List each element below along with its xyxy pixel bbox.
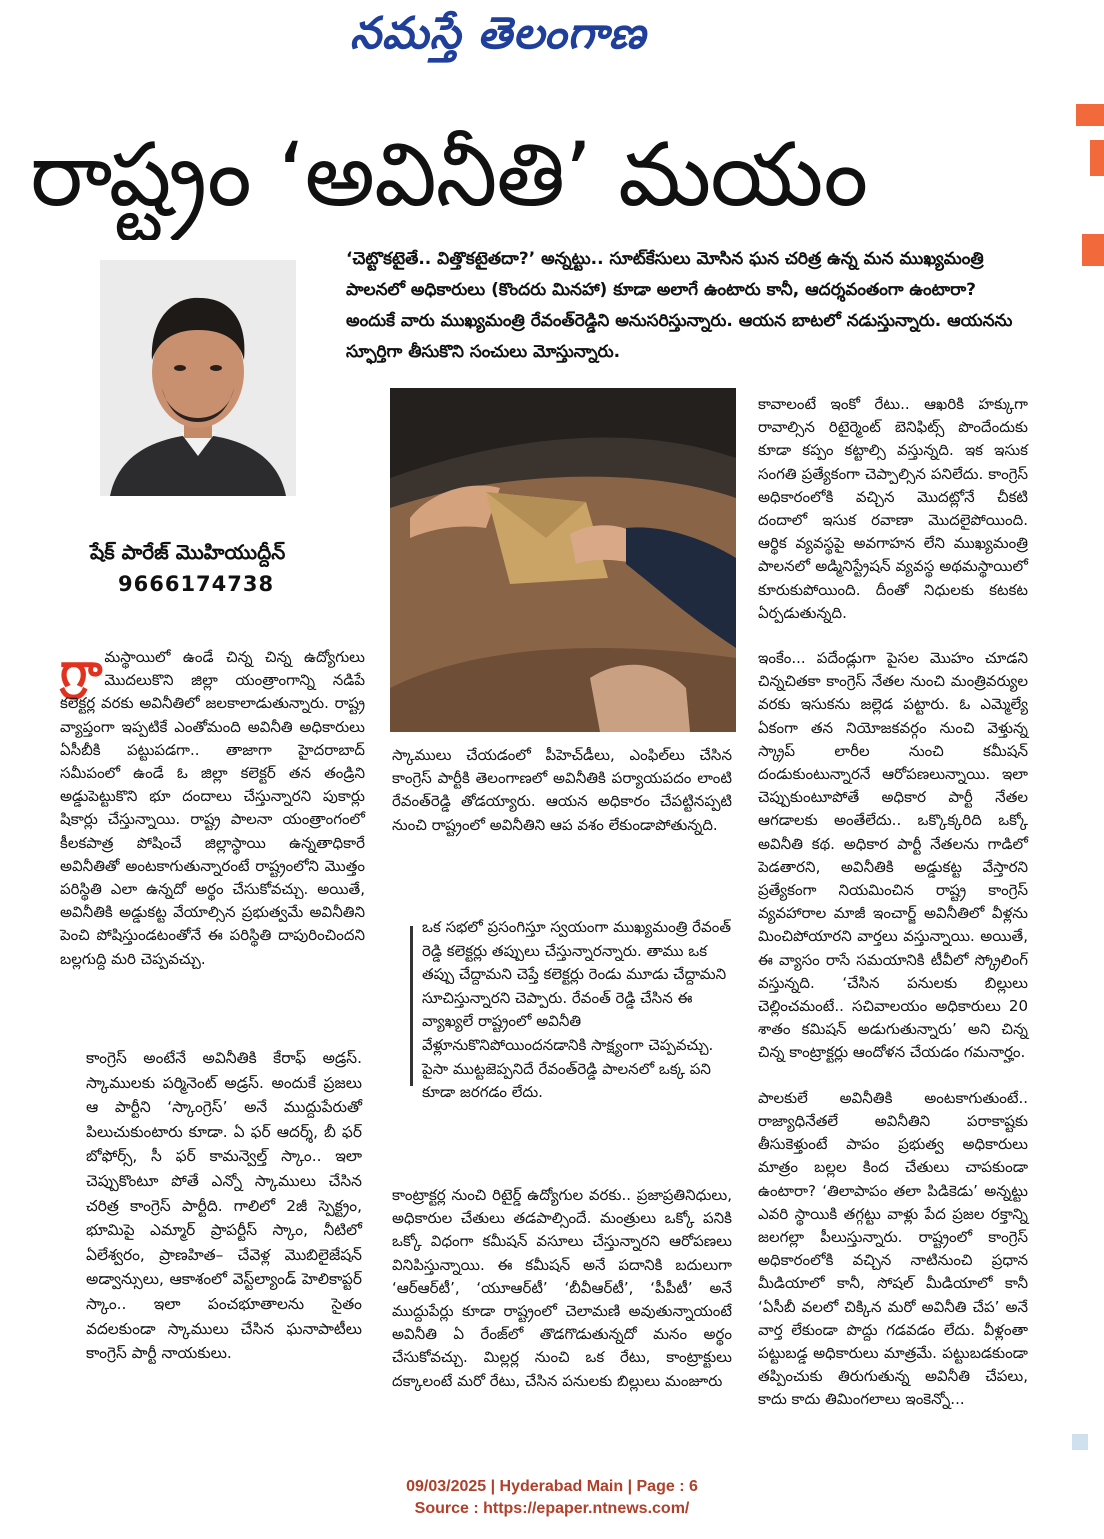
decorative-square: [1072, 1434, 1088, 1450]
masthead-logo: నమస్తే తెలంగాణ: [350, 8, 647, 59]
envelope-handover-illustration: [390, 388, 736, 732]
decorative-orange-bar: [1090, 140, 1104, 176]
article-column-2-top: [392, 744, 732, 837]
paragraph: కాంగ్రెస్ అంటేనే అవినీతికి కేరాఫ్ అడ్రస్. స్కాములకు పర్మినెంట్ అడ్రస్. అందుకే ప్రజలు ఆ పార్టీని ‘స్కాంగ్రెస్’ అనే ముద్దుపేరుతో పిలుచుకుంటారు కూడా. ఏ ఫర్ ఆదర్శ్, బీ ఫర్ బోఫోర్స్, సీ ఫర్ కామన్వెల్త్ స్కాం.. ఇలా చెప్పుకొంటూ పోతే ఎన్నో స్కాములు చేసిన చరిత్ర కాంగ్రెస్ పార్టీది. గాలిలో 2జీ స్పెక్ట్రం, భూమిపై ఎమ్మార్ ప్రాపర్టీస్ స్కాం, నీటిలో ఏలేశ్వరం, ప్రాణహిత– చేవెళ్ల మొబిలైజేషన్ అడ్వాన్సులు, ఆకాశంలో వెస్ట్‌ల్యాండ్ హెలికాప్టర్ స్కాం.. ఇలా పంచభూతాలను సైతం వదలకుండా స్కాములు చేసిన ఘనాపాటీలు కాంగ్రెస్ పార్టీ నాయకులు.: [86, 1049, 362, 1363]
author-photo: [100, 260, 296, 496]
pull-quote-rule: [410, 926, 413, 1086]
paragraph: మస్థాయిలో ఉండే చిన్న చిన్న ఉద్యోగులు మొదలుకొని జిల్లా యంత్రాంగాన్ని నడిపే కలెక్టర్ల వరకు అవినీతిలో జలకాలాడుతున్నారు. రాష్ట్ర వ్యాప్తంగా ఇప్పటికే ఎంతోమంది అవినీతి అధికారులు ఏసీబీకి పట్టుపడగా.. తాజాగా హైదరాబాద్ సమీపంలో ఉండే ఓ జిల్లా కలెక్టర్ తన తండ్రిని అడ్డుపెట్టుకొని భూ దందాలు చేస్తున్నారని పుకార్లు షికార్లు చేస్తున్నాయి. రాష్ట్ర పాలనా యంత్రాంగంలో కీలకపాత్ర పోషించే జిల్లాస్థాయి ఉన్నతాధికారే అవినీతితో అంటకాగుతున్నారంటే రాష్ట్రంలోని మొత్తం పరిస్థితి ఎలా ఉన్నదో అర్థం చేసుకోవచ్చు. అయితే, అవినీతికి అడ్డుకట్ట వేయాల్సిన ప్రభుత్వమే అవినీతిని పెంచి పోషిస్తుండటంతోనే ఈ పరిస్థితి దాపురించిందని బల్లగుద్ది మరి చెప్పవచ్చు.: [60, 648, 365, 968]
footer-date-edition: 09/03/2025 | Hyderabad Main | Page : 6: [406, 1478, 698, 1495]
footer-source-link[interactable]: Source : https://epaper.ntnews.com/: [414, 1500, 690, 1517]
bribe-envelope-photo: [390, 388, 736, 732]
article-column-3: [758, 393, 1028, 1412]
pull-quote: ఒక సభలో ప్రసంగిస్తూ స్వయంగా ముఖ్యమంత్రి రేవంత్ రెడ్డి కలెక్టర్లు తప్పులు చేస్తున్నారన్నారు. తాము ఒక తప్పు చేద్దామని చెప్తే కలెక్టర్లు రెండు మూడు చేద్దామని సూచిస్తున్నారని చెప్పారు. రేవంత్ రెడ్డి చేసిన ఈ వ్యాఖ్యలే రాష్ట్రంలో అవినీతి వేళ్లూనుకొనిపోయిందనడానికి సాక్ష్యంగా చెప్పవచ్చు. పైసా ముట్టజెప్పనిదే రేవంత్‌రెడ్డి పాలనలో ఒక్క పని కూడా జరగడం లేదు.: [422, 918, 732, 1102]
author-name: షేక్ పారేజ్ మొహియుద్దీన్: [90, 540, 286, 564]
page-footer: [0, 1476, 1104, 1520]
paragraph: కావాలంటే ఇంకో రేటు.. ఆఖరికి హక్కుగా రావాల్సిన రిటైర్మెంట్ బెనిఫిట్స్ పొందేందుకు కూడా కప్పం కట్టాల్సి వస్తున్నది. ఇక ఇసుక సంగతి ప్రత్యేకంగా చెప్పాల్సిన పనిలేదు. కాంగ్రెస్ అధికారంలోకి వచ్చిన మొదట్లోనే చీకటి దందాలో ఇసుక రవాణా మొదలైపోయింది. ఆర్థిక వ్యవస్థపై అవగాహన లేని ముఖ్యమంత్రి పాలనలో అడ్మినిస్ట్రేషన్ వ్యవస్థ అథమస్థాయిలో కూరుకుపోయింది. దీంతో నిధులకు కటకట ఏర్పడుతున్నది.: [758, 395, 1028, 622]
author-phone: 9666174738: [118, 572, 275, 596]
article-column-2-bottom: [392, 1184, 732, 1393]
article-column-1: [60, 643, 365, 971]
author-portrait-illustration: [100, 260, 296, 496]
article-intro: ‘చెట్టొకటైతే.. విత్తొకటైతదా?’ అన్నట్టు.. సూట్‌కేసులు మోసిన ఘన చరిత్ర ఉన్న మన ముఖ్యమంత్రి పాలనలో అధికారులు (కొందరు మినహా) కూడా అలాగే ఉంటారు కానీ, ఆదర్శవంతంగా ఉంటారా? అందుకే వారు ముఖ్యమంత్రి రేవంత్‌రెడ్డిని అనుసరిస్తున్నారు. ఆయన బాటలో నడుస్తున్నారు. ఆయనను స్ఫూర్తిగా తీసుకొని సంచులు మోస్తున్నారు.: [346, 249, 1013, 362]
paragraph: పాలకులే అవినీతికి అంటకాగుతుంటే.. రాజ్యాధినేతలే అవినీతిని పరాకాష్టకు తీసుకెళ్తుంటే పాపం ప్రభుత్వ అధికారులు మాత్రం బల్లల కింద చేతులు చాపకుండా ఉంటారా? ‘తిలాపాపం తలా పిడికెడు’ అన్నట్టు ఎవరి స్థాయికి తగ్గట్టు వాళ్లు పేద ప్రజల రక్తాన్ని జలగల్లా పీలుస్తున్నారు. రాష్ట్రంలో కాంగ్రెస్ అధికారంలోకి వచ్చిన నాటినుంచి ప్రధాన మీడియాలో కానీ, సోషల్ మీడియాలో కానీ ‘ఏసీబీ వలలో చిక్కిన మరో అవినీతి చేప’ అనే వార్త లేకుండా పొద్దు గడవడం లేదు. వీళ్లంతా పట్టుబడ్డ అధికారులు మాత్రమే. పట్టుబడకుండా తప్పించుకు తిరుగుతున్న అవినీతి చేపలు, కాదు కాదు తిమింగలాలు ఇంకెన్నో...: [758, 1088, 1028, 1409]
paragraph: కాంట్రాక్టర్ల నుంచి రిటైర్డ్ ఉద్యోగుల వరకు.. ప్రజాప్రతినిధులు, అధికారుల చేతులు తడపాల్సిందే. మంత్రులు ఒక్కో పనికి ఒక్కో విధంగా కమీషన్ వసూలు చేస్తున్నారని ఆరోపణలు వినిపిస్తున్నాయి. ఈ కమీషన్ అనే పదానికి బదులుగా ‘ఆర్‌ఆర్‌టీ’, ‘యూఆర్‌టీ’ ‘బీవీఆర్‌టీ’, ‘పీపీటీ’ అనే ముద్దుపేర్లు కూడా రాష్ట్రంలో చెలామణి అవుతున్నాయంటే అవినీతి ఏ రేంజ్‌లో తొడగొడుతున్నదో మనం అర్థం చేసుకోవచ్చు. మిల్లర్ల నుంచి ఒక రేటు, కాంట్రాక్టులు దక్కాలంటే మరో రేటు, చేసిన పనులకు బిల్లులు మంజూరు: [392, 1186, 732, 1390]
article-column-1-lower: [86, 1046, 362, 1366]
drop-cap: గ్రా: [60, 643, 103, 697]
paragraph: ఇంకేం... పదేండ్లుగా పైసల మొహం చూడని చిన్నచితకా కాంగ్రెస్ నేతల నుంచి మంత్రివర్యుల వరకు ఇసుకను జల్లెడ పట్టారు. ఓ ఎమ్మెల్యే ఏకంగా తన నియోజకవర్గం నుంచి వెళ్తున్న స్క్రాప్ లారీల నుంచి కమీషన్ దండుకుంటున్నారనే ఆరోపణలున్నాయి. ఇలా చెప్పుకుంటూపోతే అధికార పార్టీ నేతల ఆగడాలకు అంతేలేదు.. ఒక్కొక్కరిది ఒక్కో అవినీతి కథ. అధికార పార్టీ నేతలను గాడిలో పెడతారని, అవినీతికి అడ్డుకట్ట వేస్తారని ప్రత్యేకంగా నియమించిన రాష్ట్ర కాంగ్రెస్ వ్యవహారాల మాజీ ఇంచార్జ్ అవినీతిలో వీళ్లను మించిపోయారని వార్తలు వస్తున్నాయి. అయితే, ఈ వ్యాసం రాసే సమయానికి టీవీలో స్క్రోలింగ్ వస్తున్నది. ‘చేసిన పనులకు బిల్లులు చెల్లించమంటే.. సచివాలయం అధికారులు 20 శాతం కమిషన్ అడుగుతున్నారు’ అని చిన్న చిన్న కాంట్రాక్టర్లు ఆందోళన చేయడం గమనార్హం.: [758, 649, 1028, 1062]
paragraph: స్కాములు చేయడంలో పీహెచ్‌డీలు, ఎంఫిల్‌లు చేసిన కాంగ్రెస్ పార్టీకి తెలంగాణలో అవినీతికి పర్యాయపదం లాంటి రేవంత్‌రెడ్డి తోడయ్యారు. ఆయన అధికారం చేపట్టినప్పటి నుంచి రాష్ట్రంలో అవినీతిని ఆప వశం లేకుండాపోతున్నది.: [392, 746, 732, 834]
decorative-orange-bar: [1076, 104, 1104, 126]
article-headline: రాష్ట్రం ‘అవినీతి’ మయం: [30, 123, 868, 226]
decorative-orange-bar: [1082, 234, 1104, 266]
